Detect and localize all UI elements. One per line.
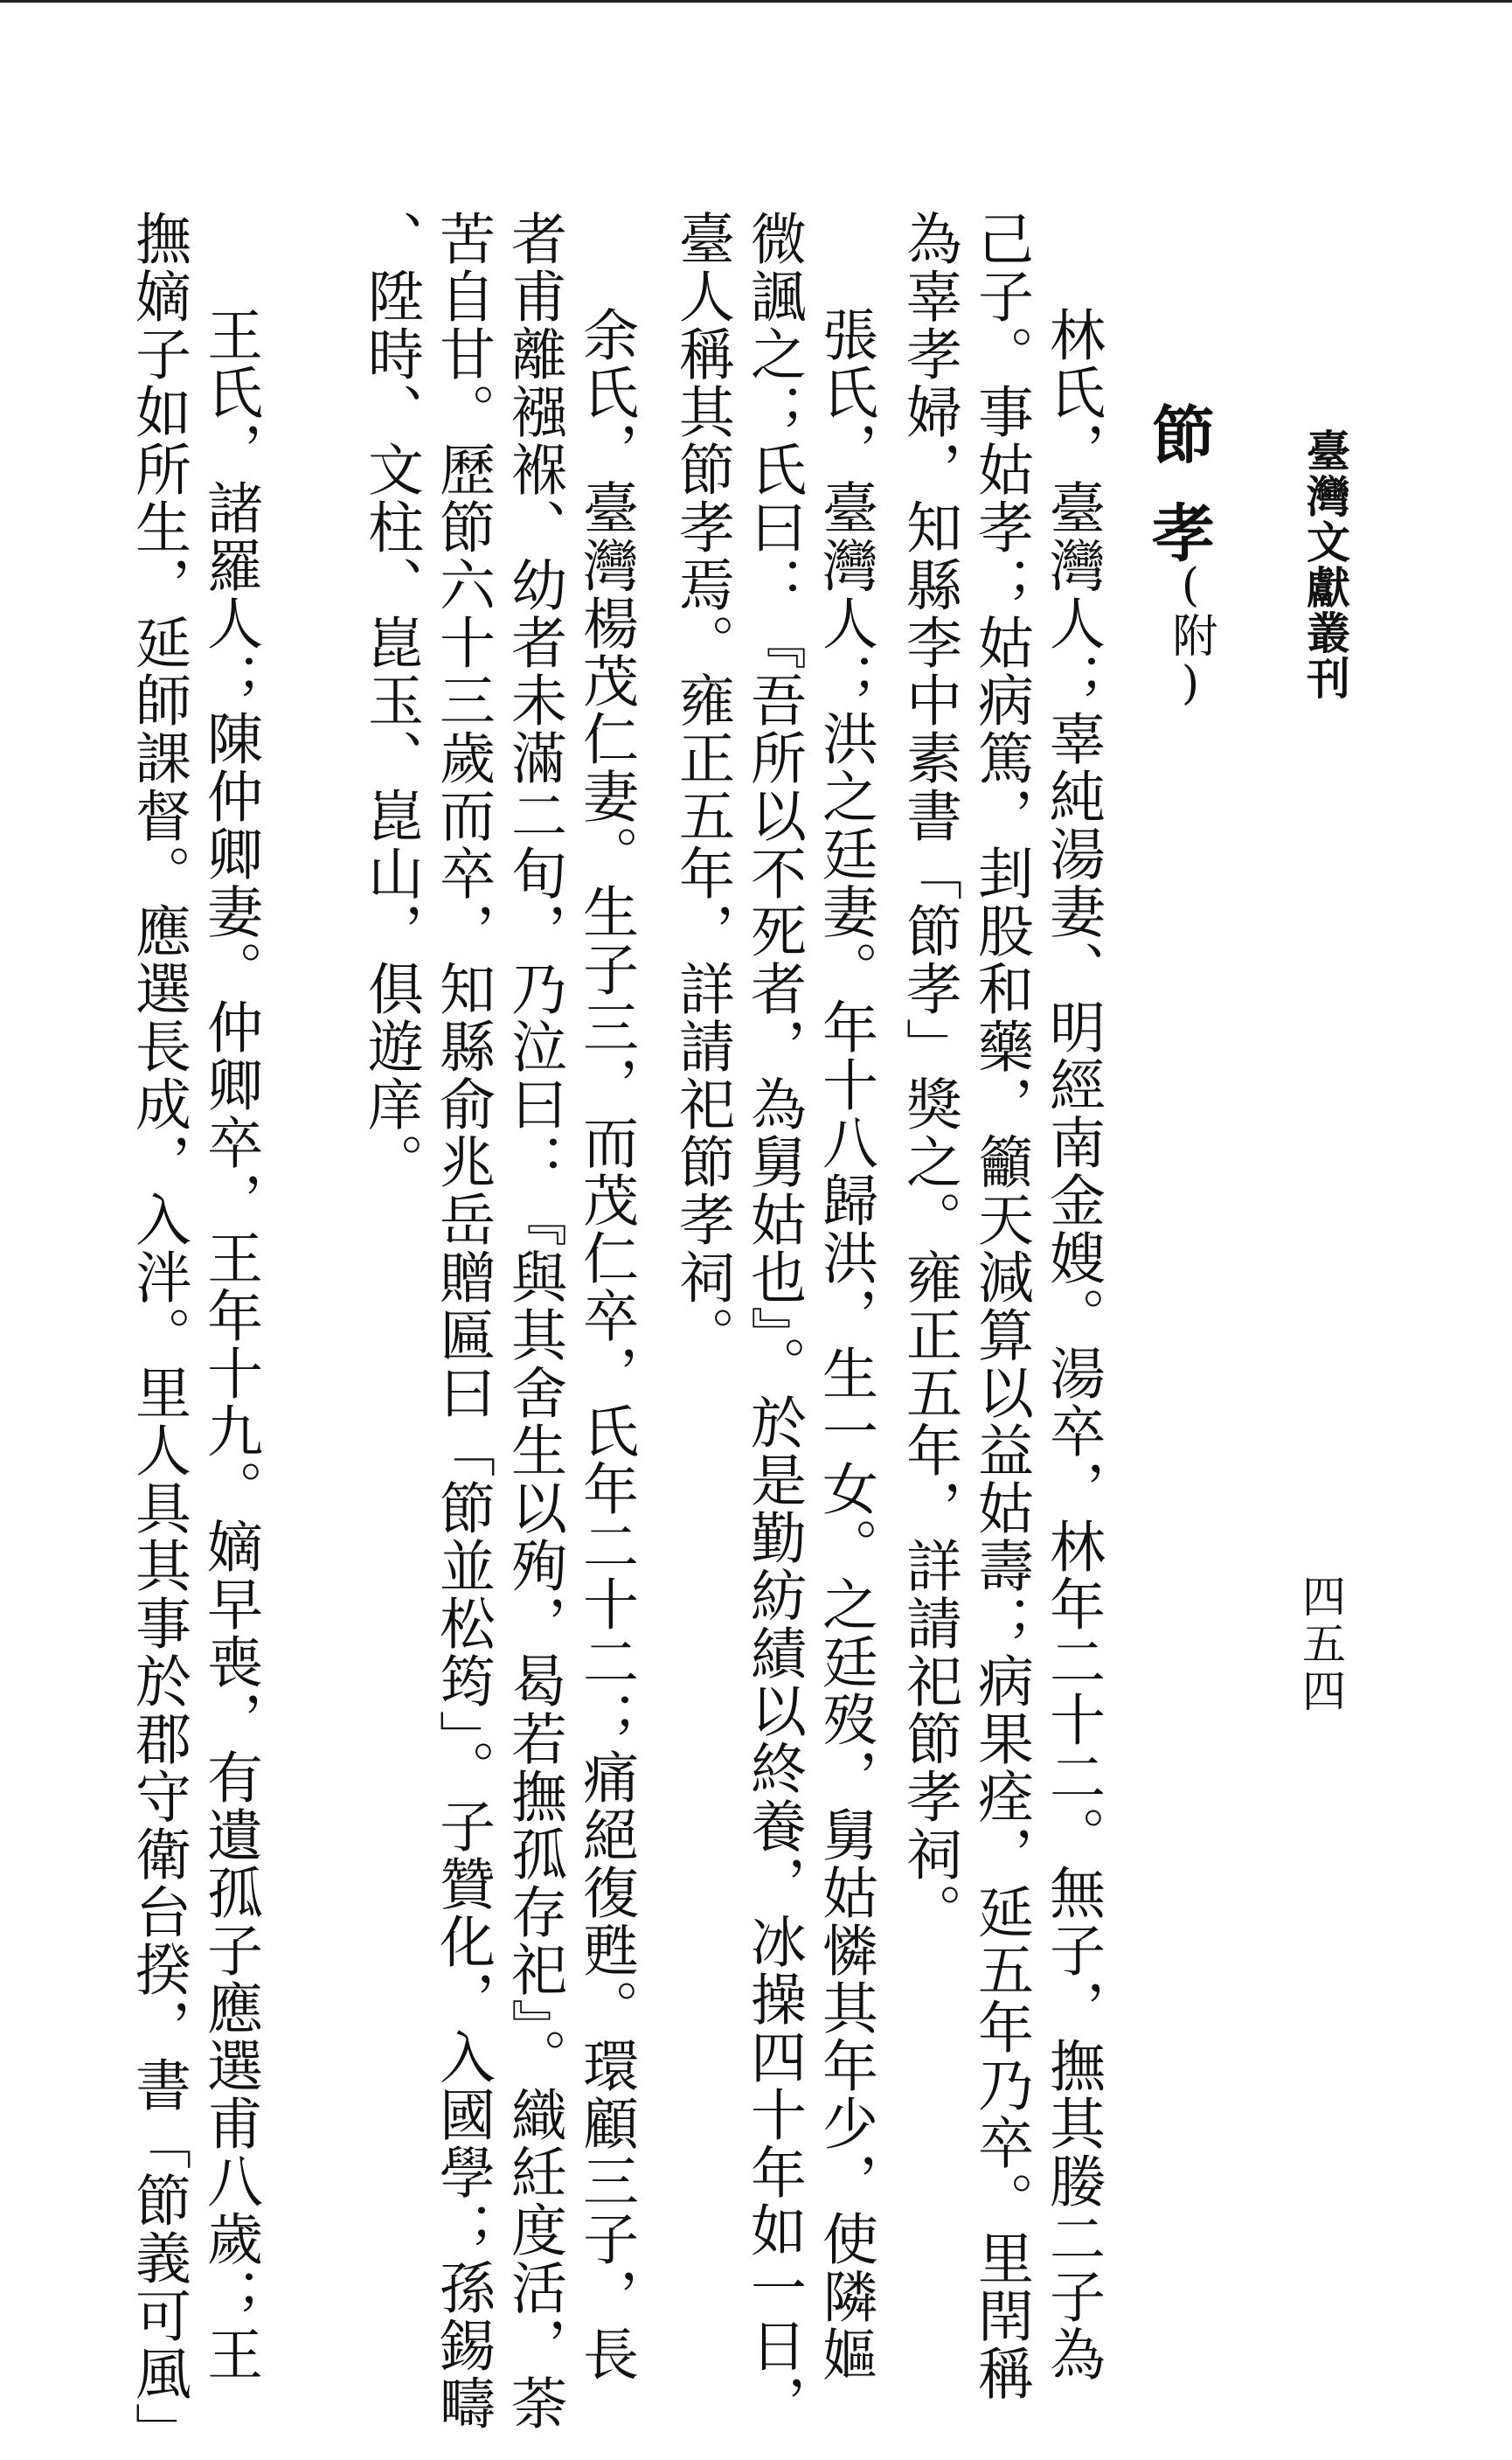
text-column: 苦自甘。歷節六十三歲而卒，知縣俞兆岳贈匾曰「節並松筠」。子贊化，入國學；孫錫疇 [430,210,495,2432]
page-number: 四五四 [1295,1574,1346,1715]
series-title: 臺灣文獻叢刊 [1300,428,1351,701]
text-column: 撫嫡子如所生，延師課督。應選長成，入泮。里人具其事於郡守衛台揆，書「節義可風」 [126,210,191,2460]
section-title: 節孝 [1141,402,1216,598]
text-column: 者甫離襁褓、幼者未滿二旬，乃泣曰：『與其舍生以殉，曷若撫孤存祀』。織紝度活，荼 [502,210,566,2432]
text-column: 王氏，諸羅人；陳仲卿妻。仲卿卒，王年十九。嫡早喪，有遺孤子應選甫八歲；王 [198,306,262,2383]
section-note: (附) [1164,559,1217,710]
text-column: 、陞時、文柱、崑玉、崑山，俱遊庠。 [358,210,423,1191]
text-column: 己子。事姑孝；姑病篤，刲股和藥，籲天減算以益姑壽；病果痊，延五年乃卒。里閈稱 [968,210,1033,2402]
text-column: 為辜孝婦，知縣李中素書「節孝」獎之。雍正五年，詳請祀節孝祠。 [897,210,961,1941]
text-column: 微諷之；氏曰：『吾所以不死者，為舅姑也』。於是勤紡績以終養，冰操四十年如一日， [741,210,806,2432]
text-column: 張氏，臺灣人；洪之廷妻。年十八歸洪，生一女。之廷歿，舅姑憐其年少，使隣嫗 [813,306,877,2383]
text-column: 林氏，臺灣人；辜純湯妻、明經南金嫂。湯卒，林年二十二。無子，撫其媵二子為 [1040,306,1105,2383]
text-column: 臺人稱其節孝焉。雍正五年，詳請祀節孝祠。 [669,210,734,1364]
top-rule [0,0,1512,3]
text-column: 余氏，臺灣楊茂仁妻。生子三，而茂仁卒，氏年二十二；痛絕復甦。環顧三子，長 [573,306,638,2383]
